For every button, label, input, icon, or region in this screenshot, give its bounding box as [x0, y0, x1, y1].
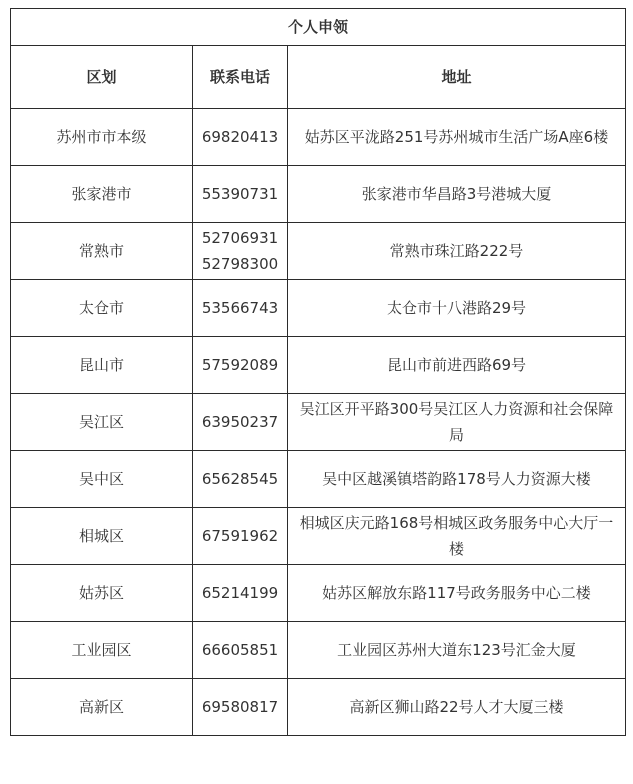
- address-cell: 昆山市前进西路69号: [288, 337, 626, 394]
- phone-number: 52706931: [201, 229, 279, 247]
- table-title: 个人申领: [11, 9, 626, 46]
- phone-cell: [193, 394, 288, 451]
- address-cell: 吴江区开平路300号吴江区人力资源和社会保障局: [288, 394, 626, 451]
- phone-cell: [193, 109, 288, 166]
- phone-cell: [193, 223, 288, 280]
- address-cell: 张家港市华昌路3号港城大厦: [288, 166, 626, 223]
- district-cell: 工业园区: [11, 622, 193, 679]
- address-cell: 工业园区苏州大道东123号汇金大厦: [288, 622, 626, 679]
- phone-cell: [193, 166, 288, 223]
- phone-number: 69580817: [201, 698, 279, 716]
- phone-number: 67591962: [201, 527, 279, 545]
- district-cell: 张家港市: [11, 166, 193, 223]
- phone-number: 57592089: [201, 356, 279, 374]
- phone-cell: [193, 337, 288, 394]
- address-cell: 相城区庆元路168号相城区政务服务中心大厅一楼: [288, 508, 626, 565]
- address-cell: 常熟市珠江路222号: [288, 223, 626, 280]
- phone-cell: [193, 508, 288, 565]
- district-cell: 相城区: [11, 508, 193, 565]
- phone-cell: [193, 565, 288, 622]
- table-row: [11, 109, 626, 166]
- table-row: [11, 394, 626, 451]
- table-row: [11, 451, 626, 508]
- phone-number: 55390731: [201, 185, 279, 203]
- address-cell: 太仓市十八港路29号: [288, 280, 626, 337]
- table-row: [11, 622, 626, 679]
- phone-cell: [193, 451, 288, 508]
- district-cell: 吴中区: [11, 451, 193, 508]
- address-cell: 吴中区越溪镇塔韵路178号人力资源大楼: [288, 451, 626, 508]
- phone-number: 69820413: [201, 128, 279, 146]
- table-row: [11, 223, 626, 280]
- phone-cell: [193, 280, 288, 337]
- header-address: 地址: [288, 46, 626, 109]
- district-cell: 姑苏区: [11, 565, 193, 622]
- phone-cell: [193, 679, 288, 736]
- table-row: [11, 679, 626, 736]
- phone-number: 63950237: [201, 413, 279, 431]
- district-cell: 昆山市: [11, 337, 193, 394]
- district-cell: 吴江区: [11, 394, 193, 451]
- table-row: [11, 280, 626, 337]
- table-row: [11, 565, 626, 622]
- district-cell: 苏州市市本级: [11, 109, 193, 166]
- district-cell: 高新区: [11, 679, 193, 736]
- phone-number: 53566743: [201, 299, 279, 317]
- table-row: [11, 166, 626, 223]
- district-cell: 太仓市: [11, 280, 193, 337]
- address-cell: 高新区狮山路22号人才大厦三楼: [288, 679, 626, 736]
- table-body: [11, 109, 626, 736]
- phone-number: 66605851: [201, 641, 279, 659]
- header-phone: 联系电话: [193, 46, 288, 109]
- application-table: [10, 8, 626, 736]
- table-row: [11, 508, 626, 565]
- header-district: 区划: [11, 46, 193, 109]
- column-header-row: [11, 46, 626, 109]
- phone-number: 65214199: [201, 584, 279, 602]
- phone-number: 52798300: [201, 255, 279, 273]
- phone-cell: [193, 622, 288, 679]
- table-title-row: [11, 9, 626, 46]
- address-cell: 姑苏区解放东路117号政务服务中心二楼: [288, 565, 626, 622]
- phone-number: 65628545: [201, 470, 279, 488]
- table-row: [11, 337, 626, 394]
- district-cell: 常熟市: [11, 223, 193, 280]
- address-cell: 姑苏区平泷路251号苏州城市生活广场A座6楼: [288, 109, 626, 166]
